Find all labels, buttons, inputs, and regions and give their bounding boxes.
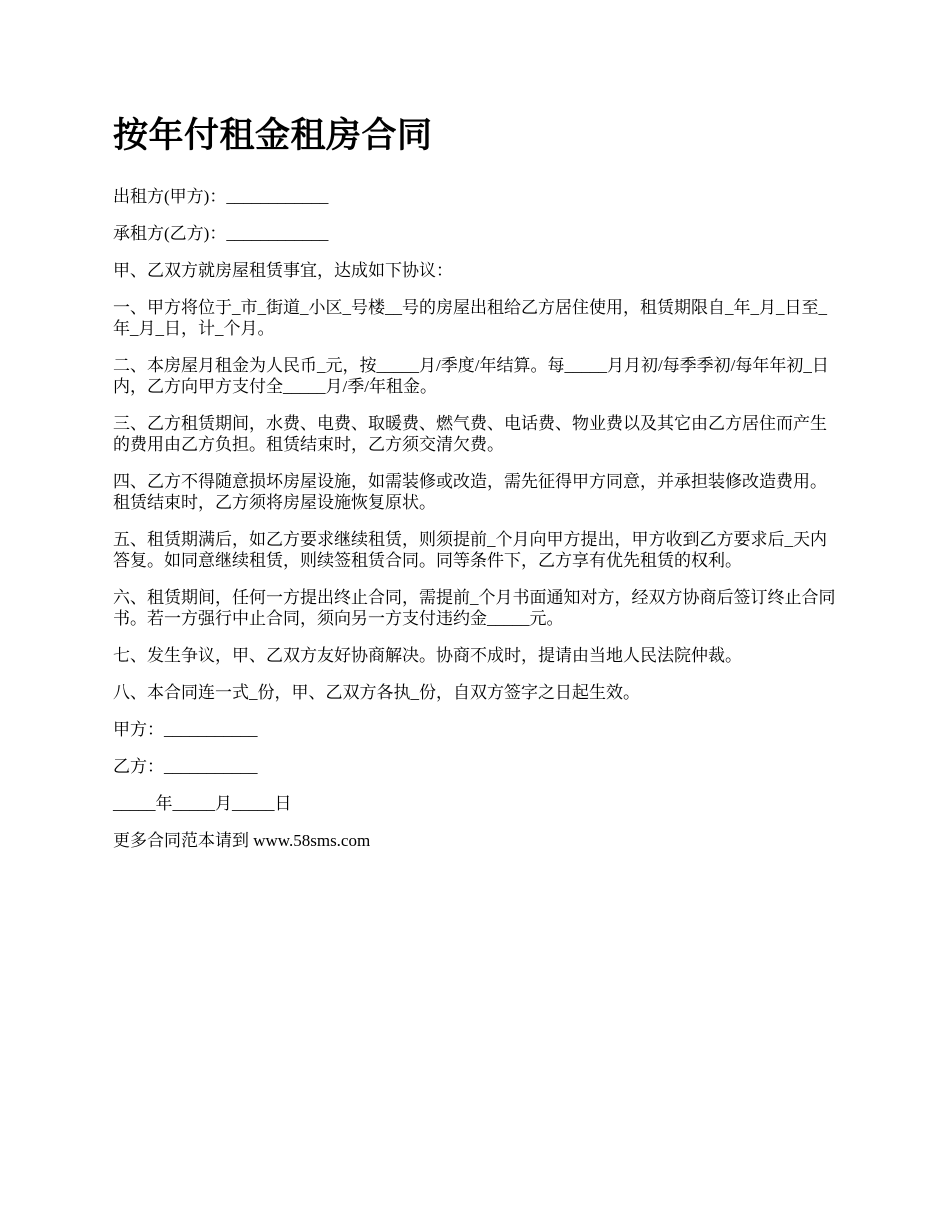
more-templates-note: 更多合同范本请到 www.58sms.com [113,831,371,850]
clause-6: 六、租赁期间，任何一方提出终止合同，需提前_个月书面通知对方，经双方协商后签订终止合同书。若一方强行中止合同，须向另一方支付违约金_____元。 [113,588,836,628]
clause-5: 五、租赁期满后，如乙方要求继续租赁，则须提前_个月向甲方提出，甲方收到乙方要求后_天内答复。如同意继续租赁，则续签租赁合同。同等条件下，乙方享有优先租赁的权利。 [113,530,827,570]
clause-1: 一、甲方将位于_市_街道_小区_号楼__号的房屋出租给乙方居住使用，租赁期限自_年_月_日至_年_月_日，计_个月。 [113,298,827,338]
party-b-signature: 乙方：___________ [113,757,258,776]
agreement-intro: 甲、乙双方就房屋租赁事宜，达成如下协议： [113,261,453,280]
lessor-line: 出租方(甲方)：____________ [113,187,329,206]
lessee-line: 承租方(乙方)：____________ [113,224,329,243]
clause-3: 三、乙方租赁期间，水费、电费、取暖费、燃气费、电话费、物业费以及其它由乙方居住而产生的费用由乙方负担。租赁结束时，乙方须交清欠费。 [113,414,827,454]
contract-document [113,112,843,867]
signing-date: _____年_____月_____日 [113,794,292,813]
party-a-signature: 甲方：___________ [113,720,258,739]
clause-2: 二、本房屋月租金为人民币_元，按_____月/季度/年结算。每_____月月初/每季季初/每年年初_日内，乙方向甲方支付全_____月/季/年租金。 [113,356,829,396]
clause-4: 四、乙方不得随意损坏房屋设施，如需装修或改造，需先征得甲方同意，并承担装修改造费用。租赁结束时，乙方须将房屋设施恢复原状。 [113,472,827,512]
clause-8: 八、本合同连一式_份，甲、乙双方各执_份，自双方签字之日起生效。 [113,683,640,702]
page-title: 按年付租金租房合同 [113,116,433,155]
clause-7: 七、发生争议，甲、乙双方友好协商解决。协商不成时，提请由当地人民法院仲裁。 [113,646,742,665]
